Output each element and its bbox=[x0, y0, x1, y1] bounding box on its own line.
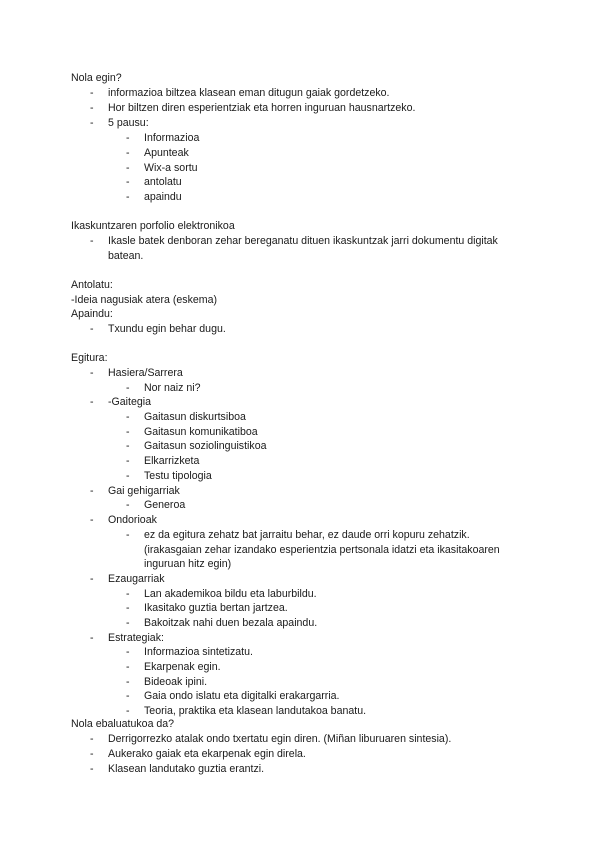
heading-antolatu: Antolatu: bbox=[71, 279, 113, 291]
sub-list-item: Gaitasun soziolinguistikoa bbox=[144, 440, 267, 452]
sub-list-item: Lan akademikoa bildu eta laburbildu. bbox=[144, 588, 317, 600]
bullet: - bbox=[90, 573, 94, 585]
list-item: informazioa biltzea klasean eman ditugun gaiak gordetzeko. bbox=[108, 87, 390, 99]
sub-list-item: Gaitasun diskurtsiboa bbox=[144, 411, 246, 423]
list-item: -Gaitegia bbox=[108, 396, 151, 408]
sub-list-item: Testu tipologia bbox=[144, 470, 212, 482]
bullet: - bbox=[90, 367, 94, 379]
list-item: Estrategiak: bbox=[108, 632, 164, 644]
bullet: - bbox=[90, 87, 94, 99]
sub-list-item: Teoria, praktika eta klasean landutakoa banatu. bbox=[144, 705, 367, 717]
bullet: - bbox=[90, 514, 94, 526]
bullet: - bbox=[90, 485, 94, 497]
sub-list-item: Ikasitako guztia bertan jartzea. bbox=[144, 602, 288, 614]
bullet: - bbox=[126, 617, 130, 629]
list-item: Gai gehigarriak bbox=[108, 485, 180, 497]
list-item: Ondorioak bbox=[108, 514, 157, 526]
bullet: - bbox=[126, 132, 130, 144]
list-item: Klasean landutako guztia erantzi. bbox=[108, 763, 265, 775]
list-item: Hasiera/Sarrera bbox=[108, 367, 183, 379]
list-item: Ikasle batek denboran zehar bereganatu dituen ikaskuntzak jarri dokumentu digitak bbox=[108, 235, 498, 247]
list-item: Ezaugarriak bbox=[108, 573, 165, 585]
sub-list-item: Nor naiz ni? bbox=[144, 382, 201, 394]
bullet: - bbox=[126, 676, 130, 688]
sub-list-item: Bideoak ipini. bbox=[144, 676, 208, 688]
bullet: - bbox=[126, 162, 130, 174]
sub-list-item: Bakoitzak nahi duen bezala apaindu. bbox=[144, 617, 318, 629]
bullet: - bbox=[90, 396, 94, 408]
list-item-continuation: batean. bbox=[108, 250, 144, 262]
sub-list-item: Informazioa bbox=[144, 132, 200, 144]
bullet: - bbox=[126, 588, 130, 600]
bullet: - bbox=[126, 455, 130, 467]
sub-list-item: apaindu bbox=[144, 191, 182, 203]
sub-list-item: Generoa bbox=[144, 499, 186, 511]
sub-list-item: Informazioa sintetizatu. bbox=[144, 646, 253, 658]
bullet: - bbox=[126, 382, 130, 394]
list-item: 5 pausu: bbox=[108, 117, 149, 129]
bullet: - bbox=[126, 661, 130, 673]
bullet: - bbox=[126, 602, 130, 614]
bullet: - bbox=[126, 147, 130, 159]
heading-apaindu: Apaindu: bbox=[71, 308, 113, 320]
heading-nola-egin: Nola egin? bbox=[71, 72, 122, 84]
bullet: - bbox=[126, 499, 130, 511]
bullet: - bbox=[90, 323, 94, 335]
bullet: - bbox=[126, 411, 130, 423]
sub-list-item: Gaia ondo islatu eta digitalki erakargarria. bbox=[144, 690, 340, 702]
bullet: - bbox=[126, 440, 130, 452]
bullet: - bbox=[126, 529, 130, 541]
bullet: - bbox=[90, 102, 94, 114]
bullet: - bbox=[126, 470, 130, 482]
antolatu-text: -Ideia nagusiak atera (eskema) bbox=[71, 294, 218, 306]
sub-list-item: ez da egitura zehatz bat jarraitu behar, ez daude orri kopuru zehatzik. bbox=[144, 529, 470, 541]
bullet: - bbox=[126, 705, 130, 717]
heading-portfolio: Ikaskuntzaren porfolio elektronikoa bbox=[71, 220, 235, 232]
bullet: - bbox=[90, 235, 94, 247]
list-item: Txundu egin behar dugu. bbox=[108, 323, 226, 335]
sub-list-item: Ekarpenak egin. bbox=[144, 661, 221, 673]
sub-list-item: Gaitasun komunikatiboa bbox=[144, 426, 258, 438]
sub-list-item-continuation: inguruan hitz egin) bbox=[144, 558, 232, 570]
sub-list-item: Wix-a sortu bbox=[144, 162, 198, 174]
bullet: - bbox=[126, 690, 130, 702]
list-item: Derrigorrezko atalak ondo txertatu egin diren. (Miñan liburuaren sintesia). bbox=[108, 733, 452, 745]
sub-list-item: antolatu bbox=[144, 176, 182, 188]
bullet: - bbox=[126, 176, 130, 188]
bullet: - bbox=[126, 426, 130, 438]
bullet: - bbox=[90, 632, 94, 644]
bullet: - bbox=[126, 191, 130, 203]
sub-list-item: Elkarrizketa bbox=[144, 455, 200, 467]
bullet: - bbox=[90, 733, 94, 745]
bullet: - bbox=[90, 117, 94, 129]
heading-ebaluazioa: Nola ebaluatukoa da? bbox=[71, 718, 175, 730]
bullet: - bbox=[90, 763, 94, 775]
heading-egitura: Egitura: bbox=[71, 352, 108, 364]
list-item: Aukerako gaiak eta ekarpenak egin direla. bbox=[108, 748, 306, 760]
sub-list-item-continuation: (irakasgaian zehar izandako esperientzia pertsonala idatzi eta ikasitakoaren bbox=[144, 544, 500, 556]
list-item: Hor biltzen diren esperientziak eta horren inguruan hausnartzeko. bbox=[108, 102, 416, 114]
bullet: - bbox=[90, 748, 94, 760]
bullet: - bbox=[126, 646, 130, 658]
sub-list-item: Apunteak bbox=[144, 147, 189, 159]
